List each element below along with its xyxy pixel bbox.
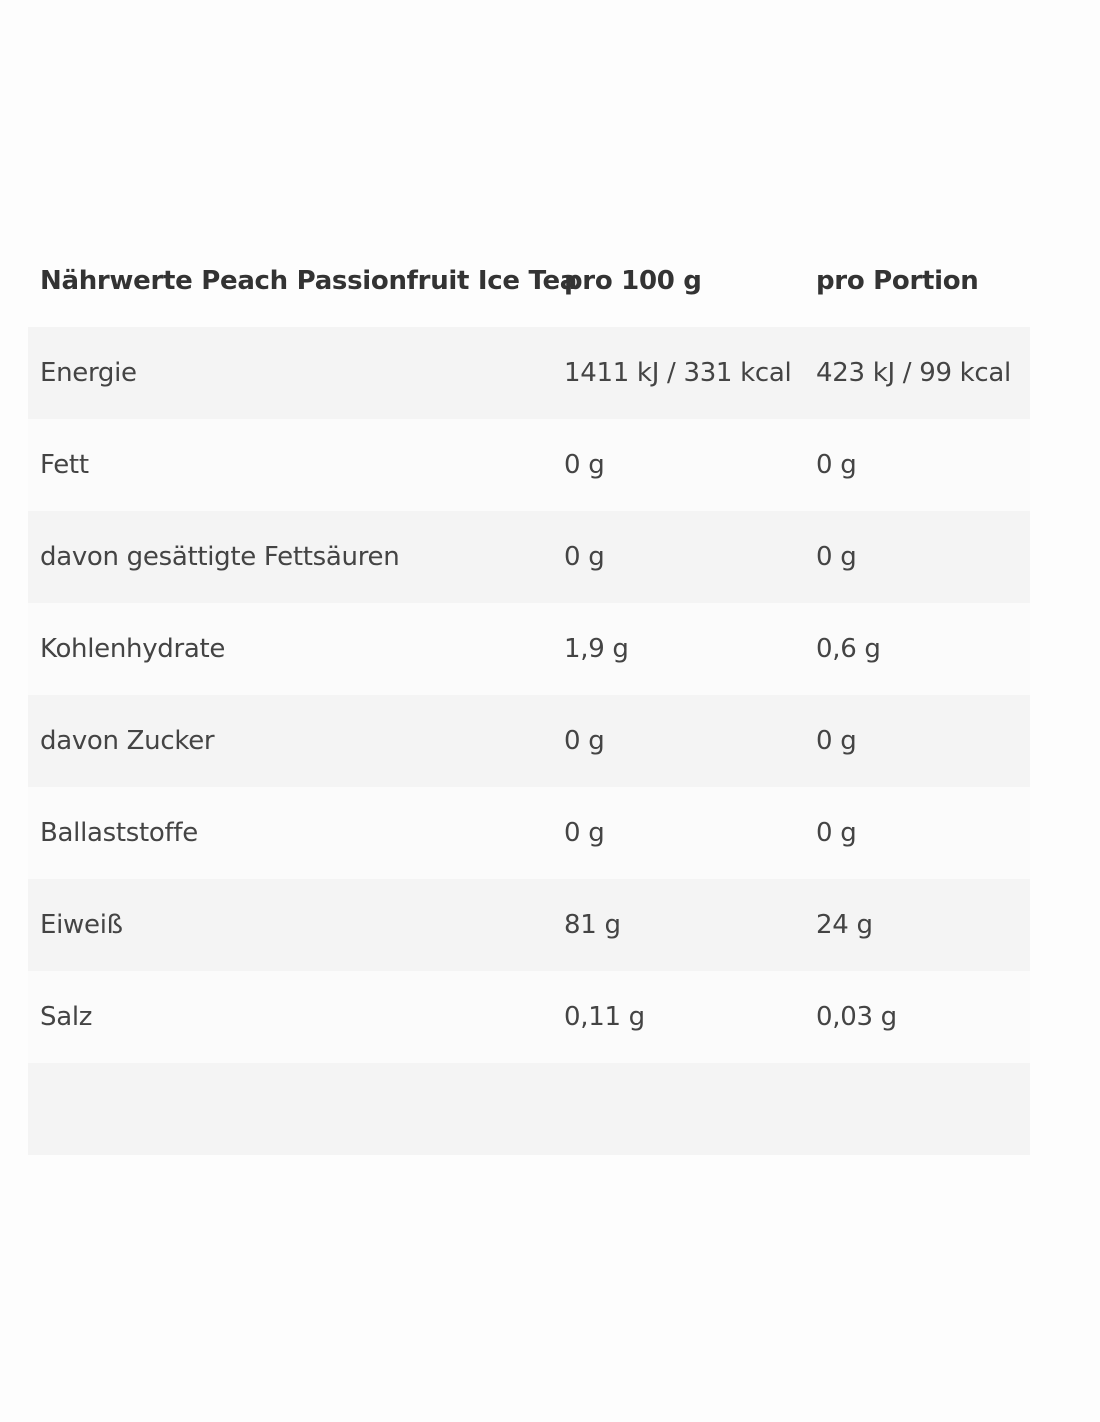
nutrient-name: Salz (28, 971, 552, 1063)
table-row (28, 787, 1030, 879)
value-per-100g: 0,11 g (552, 971, 804, 1063)
nutrient-name (28, 1063, 552, 1155)
nutrient-name: davon Zucker (28, 695, 552, 787)
value-per-100g: 0 g (552, 787, 804, 879)
value-per-portion: 0 g (804, 511, 1030, 603)
value-per-portion: 0 g (804, 419, 1030, 511)
value-per-portion: 0 g (804, 787, 1030, 879)
table-row-empty (28, 1063, 1030, 1155)
value-per-portion: 24 g (804, 879, 1030, 971)
header-per-portion: pro Portion (816, 266, 979, 296)
nutrient-name: Kohlenhydrate (28, 603, 552, 695)
table-row (28, 511, 1030, 603)
value-per-100g: 0 g (552, 419, 804, 511)
table-row (28, 695, 1030, 787)
value-per-100g: 0 g (552, 695, 804, 787)
table-row (28, 603, 1030, 695)
nutrient-name: Ballaststoffe (28, 787, 552, 879)
nutrition-table (28, 235, 1030, 1155)
value-per-100g: 1,9 g (552, 603, 804, 695)
table-row (28, 971, 1030, 1063)
nutrient-name: Energie (28, 327, 552, 419)
value-per-100g (552, 1063, 804, 1155)
value-per-portion: 0,03 g (804, 971, 1030, 1063)
value-per-100g: 81 g (552, 879, 804, 971)
value-per-portion: 0 g (804, 695, 1030, 787)
value-per-100g: 1411 kJ / 331 kcal (552, 327, 804, 419)
header-nutrient: Nährwerte Peach Passionfruit Ice Tea (40, 266, 578, 296)
table-row (28, 327, 1030, 419)
nutrient-name: Eiweiß (28, 879, 552, 971)
value-per-100g: 0 g (552, 511, 804, 603)
table-row (28, 879, 1030, 971)
table-row (28, 419, 1030, 511)
value-per-portion: 0,6 g (804, 603, 1030, 695)
table-header-row (28, 235, 1030, 327)
value-per-portion (804, 1063, 1030, 1155)
value-per-portion: 423 kJ / 99 kcal (804, 327, 1030, 419)
header-per-100g: pro 100 g (564, 266, 702, 296)
nutrient-name: davon gesättigte Fettsäuren (28, 511, 552, 603)
nutrient-name: Fett (28, 419, 552, 511)
